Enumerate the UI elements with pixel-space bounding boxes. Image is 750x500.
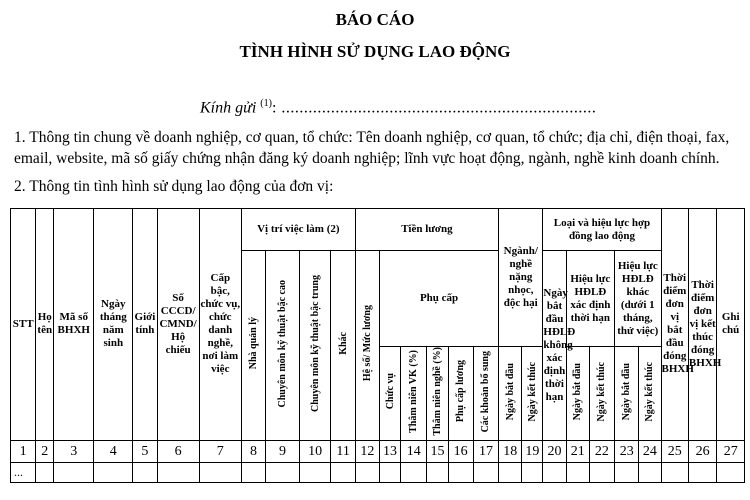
col-chuc-vu-label: Chức vụ: [384, 373, 396, 410]
col-number: 14: [401, 440, 427, 462]
col-he-so: [355, 251, 379, 441]
col-khac-label: Khác: [337, 331, 349, 355]
recipient-line: [200, 98, 596, 117]
empty-cell: [615, 462, 639, 482]
empty-cell: [401, 462, 427, 482]
labor-table: [10, 208, 745, 483]
empty-cell: [54, 462, 94, 482]
col-number: 26: [688, 440, 716, 462]
col-nganh-ngay-bat-dau: [499, 347, 522, 441]
col-tham-nien-vk: [401, 347, 427, 441]
empty-cell: [499, 462, 522, 482]
empty-cell: [566, 462, 589, 482]
col-gioi-tinh: Giới tính: [133, 209, 157, 441]
filler-row: [11, 462, 745, 482]
empty-cell: [355, 462, 379, 482]
col-number: 19: [522, 440, 543, 462]
col-phu-cap-luong-label: Phụ cấp lương: [455, 360, 467, 423]
empty-cell: [473, 462, 498, 482]
col-number: 8: [241, 440, 265, 462]
empty-cell: [448, 462, 473, 482]
section-1-text: 1. Thông tin chung về doanh nghiệp, cơ quan, tổ chức: Tên doanh nghiệp, cơ quan, tổ chức; địa chỉ, điện thoại, fax, email, website, mã số giấy chứng nhận đăng ký doanh nghiệp; lĩnh vực hoạt động, ngành, nghề kinh doanh chính.: [14, 129, 730, 167]
col-nganh-ngay-bat-dau-label: Ngày bắt đầu: [504, 362, 516, 420]
col-khac-ngay-ket-thuc-label: Ngày kết thúc: [644, 361, 656, 422]
col-xd-ngay-ket-thuc: [589, 347, 614, 441]
col-number: 15: [427, 440, 448, 462]
empty-cell: [331, 462, 355, 482]
empty-cell: [266, 462, 300, 482]
report-subtitle: TÌNH HÌNH SỬ DỤNG LAO ĐỘNG: [239, 42, 511, 61]
col-number: 6: [157, 440, 199, 462]
col-khac-ngay-bat-dau-label: Ngày bắt đầu: [621, 362, 633, 420]
col-number: 25: [661, 440, 688, 462]
col-ma-so-bhxh: Mã số BHXH: [54, 209, 94, 441]
empty-cell: [94, 462, 133, 482]
col-ho-ten: Họ tên: [36, 209, 54, 441]
empty-cell: [380, 462, 401, 482]
col-number: 27: [717, 440, 745, 462]
empty-cell: [543, 462, 566, 482]
col-xd-ngay-bat-dau: [566, 347, 589, 441]
col-ngay-sinh: Ngày tháng năm sinh: [94, 209, 133, 441]
empty-cell: [688, 462, 716, 482]
col-xd-ngay-ket-thuc-label: Ngày kết thúc: [596, 361, 608, 422]
empty-cell: [589, 462, 614, 482]
col-number: 3: [54, 440, 94, 462]
col-number: 20: [543, 440, 566, 462]
col-cac-khoan-bo-sung: [473, 347, 498, 441]
col-number: 13: [380, 440, 401, 462]
group-vi-tri-viec-lam: Vị trí việc làm (2): [241, 209, 355, 251]
col-number: 1: [11, 440, 36, 462]
col-thoi-diem-ket-thuc: Thời điểm đơn vị kết thúc đóng BHXH: [688, 209, 716, 441]
group-phu-cap: Phụ cấp: [380, 251, 499, 347]
col-number: 21: [566, 440, 589, 462]
col-ngay-bat-dau-hdld: Ngày bắt đầu HĐLĐ không xác định thời hạn: [543, 251, 566, 441]
col-number: 9: [266, 440, 300, 462]
empty-cell: [241, 462, 265, 482]
col-he-so-label: Hệ số/ Mức lương: [361, 305, 373, 382]
group-tien-luong: Tiền lương: [355, 209, 498, 251]
col-number: 10: [299, 440, 331, 462]
col-number: 18: [499, 440, 522, 462]
col-thoi-diem-bat-dau: Thời điểm đơn vị bắt đầu đóng BHXH: [661, 209, 688, 441]
empty-cell: [36, 462, 54, 482]
col-nganh-ngay-ket-thuc: [522, 347, 543, 441]
col-number: 17: [473, 440, 498, 462]
col-number: 24: [639, 440, 661, 462]
recipient-note: (1): [260, 98, 272, 109]
group-hieu-luc-xac-dinh: Hiệu lực HĐLĐ xác định thời hạn: [566, 251, 614, 347]
col-cm-bac-trung-label: Chuyên môn kỹ thuật bậc trung: [309, 274, 321, 412]
col-xd-ngay-bat-dau-label: Ngày bắt đầu: [572, 362, 584, 420]
col-number: 11: [331, 440, 355, 462]
col-nha-quan-ly-label: Nhà quản lý: [248, 317, 259, 370]
recipient-label: Kính gửi: [200, 99, 257, 117]
col-tham-nien-nghe-label: Thâm niên nghề (%): [431, 347, 443, 436]
col-cm-bac-trung: [299, 251, 331, 441]
col-number: 12: [355, 440, 379, 462]
empty-cell: [299, 462, 331, 482]
empty-cell: [199, 462, 241, 482]
group-hieu-luc-khac: Hiệu lực HĐLĐ khác (dưới 1 tháng, thử việc): [615, 251, 661, 347]
col-stt: STT: [11, 209, 36, 441]
group-nganh-nghe: Ngành/ nghề nặng nhọc, độc hại: [499, 209, 543, 347]
col-khac: [331, 251, 355, 441]
empty-cell: [427, 462, 448, 482]
empty-cell: [639, 462, 661, 482]
col-cac-khoan-bo-sung-label: Các khoản bổ sung: [480, 350, 492, 433]
col-number: 16: [448, 440, 473, 462]
report-title: BÁO CÁO: [335, 10, 415, 29]
column-number-row: [11, 440, 745, 462]
recipient-blank: : ......................................................................: [271, 99, 597, 117]
filler-cell: ...: [11, 462, 36, 482]
col-cm-bac-cao: [266, 251, 300, 441]
col-number: 4: [94, 440, 133, 462]
col-khac-ngay-bat-dau: [615, 347, 639, 441]
col-phu-cap-luong: [448, 347, 473, 441]
col-cm-bac-cao-label: Chuyên môn kỹ thuật bậc cao: [276, 279, 288, 408]
section-2-text: 2. Thông tin tình hình sử dụng lao động của đơn vị:: [14, 178, 334, 195]
empty-cell: [133, 462, 157, 482]
col-number: 2: [36, 440, 54, 462]
col-so-cccd: Số CCCD/ CMND/ Hộ chiếu: [157, 209, 199, 441]
col-number: 7: [199, 440, 241, 462]
col-number: 5: [133, 440, 157, 462]
col-nha-quan-ly: [241, 251, 265, 441]
empty-cell: [522, 462, 543, 482]
col-tham-nien-nghe: [427, 347, 448, 441]
empty-cell: [157, 462, 199, 482]
col-khac-ngay-ket-thuc: [639, 347, 661, 441]
col-chuc-vu: [380, 347, 401, 441]
empty-cell: [661, 462, 688, 482]
col-number: 23: [615, 440, 639, 462]
empty-cell: [717, 462, 745, 482]
col-tham-nien-vk-label: Thâm niên VK (%): [408, 349, 420, 433]
col-nganh-ngay-ket-thuc-label: Ngày kết thúc: [526, 361, 538, 422]
col-cap-bac: Cấp bậc, chức vụ, chức danh nghề, nơi làm việc: [199, 209, 241, 441]
col-number: 22: [589, 440, 614, 462]
group-loai-hieu-luc: Loại và hiệu lực hợp đồng lao động: [543, 209, 661, 251]
col-ghi-chu: Ghi chú: [717, 209, 745, 441]
